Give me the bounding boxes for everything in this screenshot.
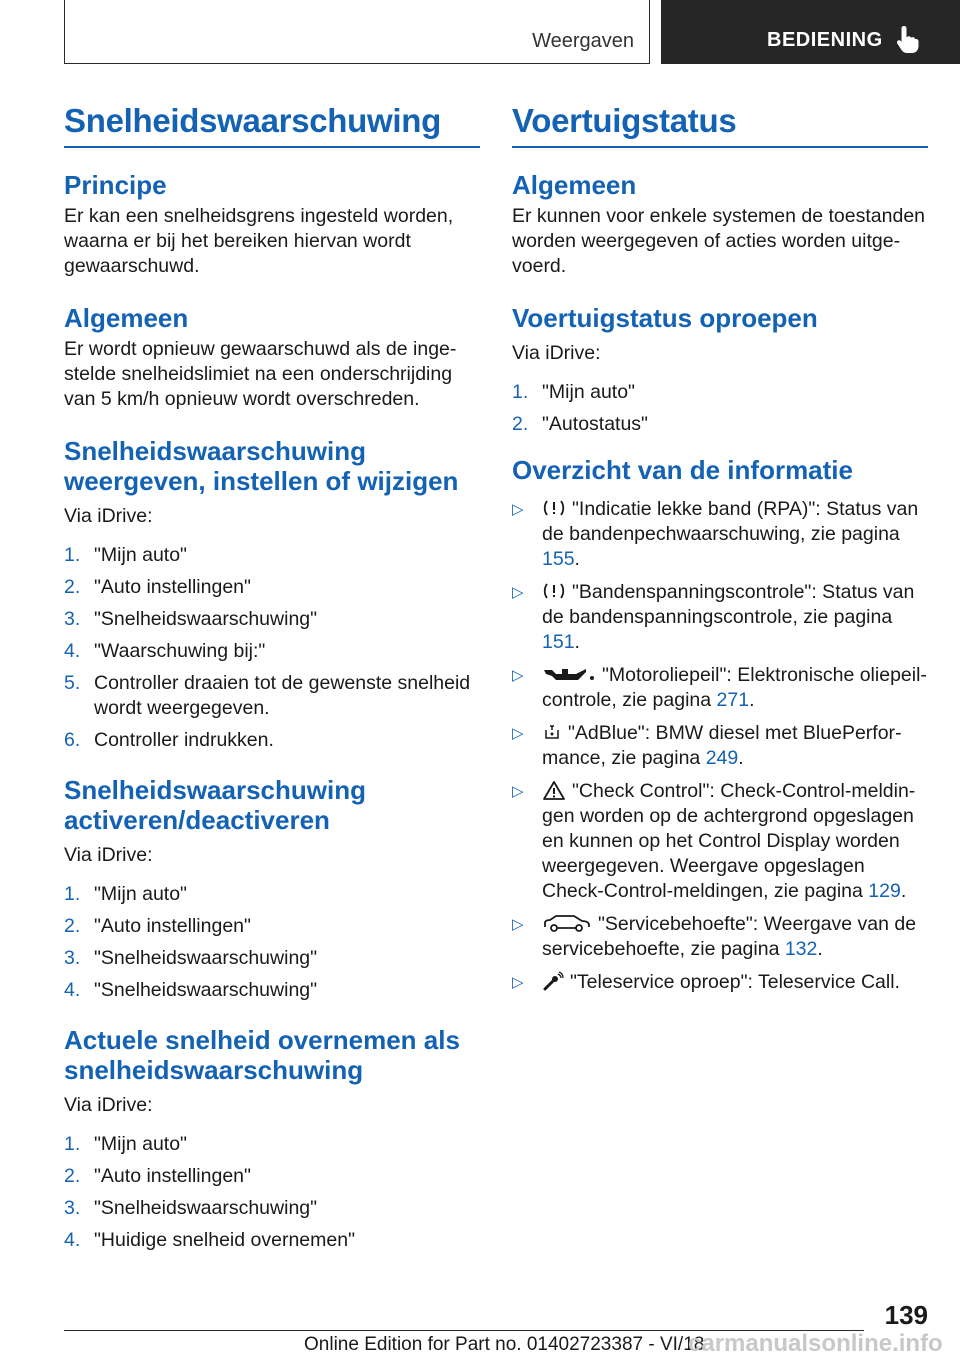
activate-steps-list: [64, 882, 480, 1003]
list-item: 2. "Autostatus": [512, 413, 648, 435]
adopt-steps-list: [64, 1132, 480, 1253]
bullet-marker: ▷: [512, 916, 524, 933]
page-link-132[interactable]: 132: [784, 938, 818, 960]
bullet-marker: ▷: [512, 974, 524, 991]
section-title-vehicle-status: Voertuigstatus: [512, 100, 928, 148]
heading-adopt-speed: Actuele snelheid overnemen als snelheidswaarschuwing: [64, 1025, 460, 1085]
chapter-tab-label: BEDIENING: [767, 29, 883, 51]
bullet-marker: ▷: [512, 584, 524, 601]
list-item: 2. "Auto instellingen": [64, 1165, 251, 1187]
list-item: 2. "Auto instellingen": [64, 915, 251, 937]
display-steps-list: [64, 543, 480, 753]
watermark: carmanualsonline.info: [688, 1330, 943, 1357]
activate-intro: Via iDrive:: [64, 844, 153, 866]
heading-call-status: Voertuigstatus oproepen: [512, 303, 818, 333]
heading-activate: Snelheidswaarschuwing activeren/deactiveren: [64, 775, 366, 835]
general-text: Er wordt opnieuw gewaarschuwd als de ingestelde snelheidslimiet na een onderschrijding van 5 km/h opnieuw wordt overschreden.: [64, 338, 457, 410]
heading-display-settings: Snelheidswaarschuwing weergeven, instellen of wijzigen: [64, 436, 459, 496]
heading-general: Algemeen: [64, 303, 189, 333]
adopt-intro: Via iDrive:: [64, 1094, 153, 1116]
page-link-129[interactable]: 129: [868, 880, 901, 902]
principle-text: Er kan een snelheidsgrens ingesteld worden, waarna er bij het bereiken hiervan wordt gewaarschuwd.: [64, 205, 454, 277]
list-item: 6. Controller indrukken.: [64, 729, 274, 751]
tire-pressure-icon: [542, 581, 566, 601]
page-link-249[interactable]: 249: [705, 747, 739, 769]
list-item: 4. "Snelheidswaarschuwing": [64, 979, 318, 1001]
tire-warning-icon: [542, 498, 566, 518]
footer-edition: Online Edition for Part no. 01402723387 - VI/18: [304, 1334, 705, 1355]
list-item: 3. "Snelheidswaarschuwing": [64, 608, 318, 630]
display-intro: Via iDrive:: [64, 505, 153, 527]
bullet-marker: ▷: [512, 667, 524, 684]
section-title-speed-warning: Snelheidswaarschuwing: [64, 100, 480, 148]
page-link-155[interactable]: 155: [542, 548, 575, 570]
heading-principle: Principe: [64, 170, 167, 200]
overview-list: [512, 497, 928, 995]
bullet-marker: ▷: [512, 501, 524, 518]
car-service-icon: [542, 913, 592, 933]
oil-can-icon: [542, 664, 596, 684]
list-item: ▷ "Servicebehoefte": Weergave van de servicebehoefte, zie pagina 132.: [512, 913, 917, 960]
list-item: ▷ "Check Control": Check-Control-meldingen worden op de achtergrond opgeslagen en kunnen op het Control Display worden weergegeven. Weergave opgeslagen Check-Control-meldingen, zie pagina 129.: [512, 780, 916, 902]
page-link-271[interactable]: 271: [716, 689, 750, 711]
page-link-151[interactable]: 151: [542, 631, 575, 653]
list-item: 4. "Waarschuwing bij:": [64, 640, 266, 662]
list-item: 1. "Mijn auto": [64, 544, 187, 566]
list-item: 1. "Mijn auto": [64, 883, 187, 905]
list-item: ▷ "AdBlue": BMW diesel met BluePerformance, zie pagina 249.: [512, 722, 902, 769]
list-item: ▷ "Bandenspanningscontrole": Status van de bandenspanningscontrole, zie pagina 151.: [512, 581, 915, 653]
right-column: [512, 100, 928, 1003]
page-number: 139: [884, 1300, 928, 1330]
list-item: ▷ "Indicatie lekke band (RPA)": Status van de bandenpechwaarschuwing, zie pagina 155.: [512, 498, 919, 570]
warning-triangle-icon: [542, 780, 566, 800]
heading-general-right: Algemeen: [512, 170, 637, 200]
list-item: 3. "Snelheidswaarschuwing": [64, 1197, 318, 1219]
list-item: 5. Controller draaien tot de gewenste snelheid wordt weergegeven.: [64, 672, 471, 719]
bullet-marker: ▷: [512, 725, 524, 742]
list-item: 3. "Snelheidswaarschuwing": [64, 947, 318, 969]
wrench-call-icon: [542, 971, 564, 991]
general-text-right: Er kunnen voor enkele systemen de toestanden worden weergegeven of acties worden uitgevoerd.: [512, 205, 926, 277]
heading-overview: Overzicht van de informatie: [512, 455, 853, 485]
list-item: 4. "Huidige snelheid overnemen": [64, 1229, 356, 1251]
list-item: 2. "Auto instellingen": [64, 576, 251, 598]
header-section-title: Weergaven: [532, 30, 634, 52]
call-steps-list: [512, 380, 928, 437]
adblue-icon: [542, 722, 562, 742]
list-item: 1. "Mijn auto": [64, 1133, 187, 1155]
left-column: [64, 100, 480, 1260]
pointing-hand-icon: [895, 24, 921, 54]
list-item: 1. "Mijn auto": [512, 381, 635, 403]
header-chapter-tab[interactable]: [661, 0, 960, 64]
list-item: ▷ "Motoroliepeil": Elektronische oliepeilcontrole, zie pagina 271.: [512, 664, 927, 711]
call-intro: Via iDrive:: [512, 342, 601, 364]
bullet-marker: ▷: [512, 783, 524, 800]
list-item: ▷ "Teleservice oproep": Teleservice Call.: [512, 971, 900, 993]
